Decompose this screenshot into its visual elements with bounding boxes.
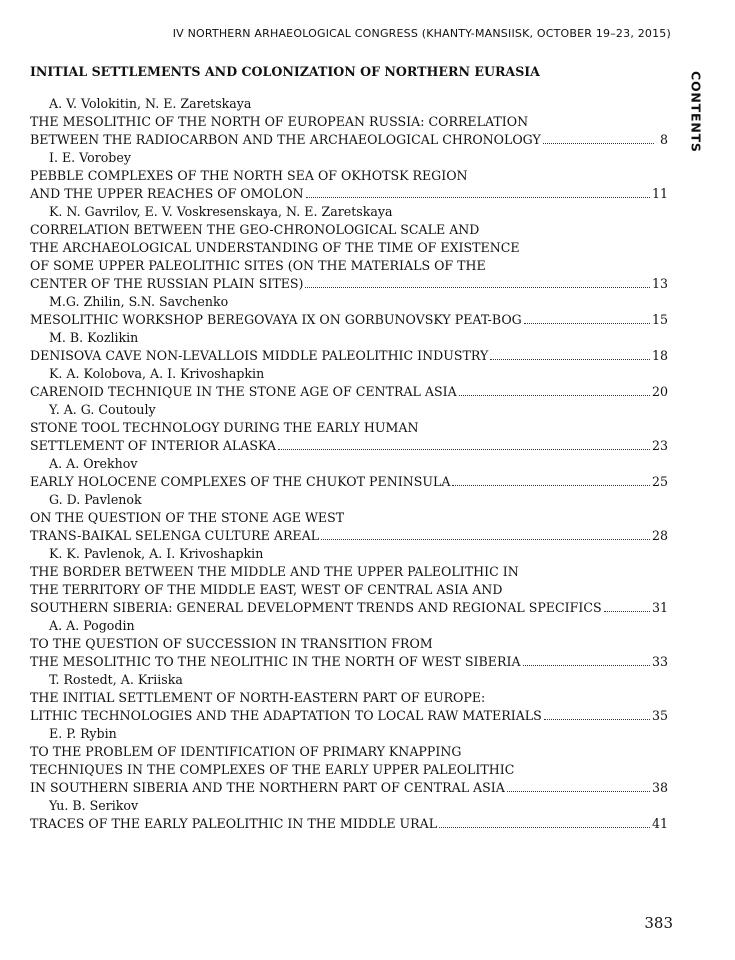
toc-entry-title-line: THE MESOLITHIC OF THE NORTH OF EUROPEAN RUSSIA: CORRELATION — [30, 114, 529, 129]
toc-entry-title-last-line — [30, 275, 668, 293]
toc-entry-title-line: CENTER OF THE RUSSIAN PLAIN SITES) — [30, 276, 304, 291]
toc-entry-authors: K. A. Kolobova, A. I. Krivoshapkin — [49, 366, 265, 381]
toc-entry-authors: K. N. Gavrilov, E. V. Voskresenskaya, N. E. Zaretskaya — [49, 204, 393, 219]
toc-entry-title-last-line — [30, 527, 668, 545]
contents-side-label-text: CONTENTS — [688, 70, 704, 153]
toc-entry-authors: A. A. Pogodin — [49, 618, 135, 633]
toc-entry-title-last-line — [30, 185, 668, 203]
toc-entry[interactable] — [30, 149, 668, 203]
toc-entry-title-last-line — [30, 437, 668, 455]
toc-entry-authors: M.G. Zhilin, S.N. Savchenko — [49, 294, 229, 309]
dot-leader — [524, 323, 650, 324]
dot-leader — [459, 395, 650, 396]
toc-entry-authors: K. K. Pavlenok, A. I. Krivoshapkin — [49, 546, 264, 561]
toc-entry-title-line: SOUTHERN SIBERIA: GENERAL DEVELOPMENT TRENDS AND REGIONAL SPECIFICS — [30, 600, 602, 615]
toc-entry-title-line: EARLY HOLOCENE COMPLEXES OF THE CHUKOT PENINSULA — [30, 474, 451, 489]
toc-entry[interactable] — [30, 365, 668, 401]
toc-entry-page[interactable]: 28 — [651, 528, 668, 543]
toc-entry-title-line: CORRELATION BETWEEN THE GEO-CHRONOLOGICAL SCALE AND — [30, 222, 480, 237]
toc-entry-page[interactable]: 33 — [651, 654, 668, 669]
toc-entry[interactable] — [30, 401, 668, 455]
section-title: INITIAL SETTLEMENTS AND COLONIZATION OF NORTHERN EURASIA — [30, 64, 540, 79]
toc-entry-title-line: MESOLITHIC WORKSHOP BEREGOVAYA IX ON GORBUNOVSKY PEAT-BOG — [30, 312, 522, 327]
toc-entry-page[interactable]: 15 — [651, 312, 668, 327]
toc-entry-page[interactable]: 11 — [651, 186, 668, 201]
toc-entry-title-line: TRACES OF THE EARLY PALEOLITHIC IN THE MIDDLE URAL — [30, 816, 438, 831]
toc-entry-title-last-line — [30, 779, 668, 797]
dot-leader — [305, 287, 650, 288]
toc-entry[interactable] — [30, 797, 668, 833]
contents-side-label — [683, 64, 709, 159]
dot-leader — [523, 665, 650, 666]
toc-entry-authors: G. D. Pavlenok — [49, 492, 142, 507]
toc-entry-title-line: ON THE QUESTION OF THE STONE AGE WEST — [30, 510, 345, 525]
toc-entry-authors: T. Rostedt, A. Kriiska — [49, 672, 183, 687]
toc-entry-title-line: DENISOVA CAVE NON-LEVALLOIS MIDDLE PALEOLITHIC INDUSTRY — [30, 348, 489, 363]
toc-entry-page[interactable]: 31 — [651, 600, 668, 615]
dot-leader — [604, 611, 650, 612]
toc-entry-title-line: THE BORDER BETWEEN THE MIDDLE AND THE UPPER PALEOLITHIC IN — [30, 564, 519, 579]
toc-entry-authors: Y. A. G. Coutouly — [49, 402, 156, 417]
toc-entry-authors: E. P. Rybin — [49, 726, 117, 741]
toc-entry-page[interactable]: 20 — [651, 384, 668, 399]
toc-entries — [30, 95, 668, 833]
toc-entry-page[interactable]: 41 — [651, 816, 668, 831]
toc-entry[interactable] — [30, 455, 668, 491]
toc-entry-authors: Yu. B. Serikov — [49, 798, 139, 813]
toc-entry-title-line: THE ARCHAEOLOGICAL UNDERSTANDING OF THE TIME OF EXISTENCE — [30, 240, 520, 255]
toc-entry-authors: I. E. Vorobey — [49, 150, 131, 165]
toc-entry-title-last-line — [30, 815, 668, 833]
toc — [30, 64, 668, 833]
toc-entry-title-last-line — [30, 131, 668, 149]
toc-entry[interactable] — [30, 491, 668, 545]
toc-entry-title-last-line — [30, 383, 668, 401]
toc-entry-title-last-line — [30, 347, 668, 365]
toc-entry[interactable] — [30, 203, 668, 293]
toc-entry-title-line: BETWEEN THE RADIOCARBON AND THE ARCHAEOLOGICAL CHRONOLOGY — [30, 132, 541, 147]
toc-entry-title-line: THE MESOLITHIC TO THE NEOLITHIC IN THE NORTH OF WEST SIBERIA — [30, 654, 521, 669]
toc-entry-title-last-line — [30, 653, 668, 671]
dot-leader — [439, 827, 650, 828]
toc-entry[interactable] — [30, 329, 668, 365]
toc-entry-page[interactable]: 23 — [651, 438, 668, 453]
toc-entry-title-line: OF SOME UPPER PALEOLITHIC SITES (ON THE MATERIALS OF THE — [30, 258, 486, 273]
dot-leader — [321, 539, 650, 540]
toc-entry-title-line: SETTLEMENT OF INTERIOR ALASKA — [30, 438, 277, 453]
running-header: IV NORTHERN ARHAEOLOGICAL CONGRESS (KHANTY-MANSIISK, OCTOBER 19–23, 2015) — [172, 27, 671, 40]
toc-entry[interactable] — [30, 293, 668, 329]
toc-entry-title-line: TO THE PROBLEM OF IDENTIFICATION OF PRIMARY KNAPPING — [30, 744, 462, 759]
toc-entry-title-last-line — [30, 707, 668, 725]
toc-entry-page[interactable]: 35 — [651, 708, 668, 723]
toc-entry-title-line: TECHNIQUES IN THE COMPLEXES OF THE EARLY UPPER PALEOLITHIC — [30, 762, 515, 777]
toc-entry-page[interactable]: 13 — [651, 276, 668, 291]
toc-entry-title-line: THE INITIAL SETTLEMENT OF NORTH-EASTERN PART OF EUROPE: — [30, 690, 486, 705]
dot-leader — [278, 449, 650, 450]
toc-entry-title-line: STONE TOOL TECHNOLOGY DURING THE EARLY HUMAN — [30, 420, 419, 435]
toc-entry-title-last-line — [30, 311, 668, 329]
dot-leader — [452, 485, 650, 486]
toc-entry-title-line: AND THE UPPER REACHES OF OMOLON — [30, 186, 304, 201]
toc-entry-page[interactable]: 18 — [651, 348, 668, 363]
toc-entry[interactable] — [30, 671, 668, 725]
dot-leader — [490, 359, 650, 360]
page-number: 383 — [644, 914, 673, 932]
toc-entry-title-last-line — [30, 599, 668, 617]
toc-entry[interactable] — [30, 545, 668, 617]
toc-entry-title-line: TO THE QUESTION OF SUCCESSION IN TRANSITION FROM — [30, 636, 433, 651]
dot-leader — [543, 143, 654, 144]
toc-entry-page[interactable]: 38 — [651, 780, 668, 795]
toc-entry-title-line: PEBBLE COMPLEXES OF THE NORTH SEA OF OKHOTSK REGION — [30, 168, 468, 183]
dot-leader — [544, 719, 650, 720]
toc-entry-title-last-line — [30, 473, 668, 491]
toc-entry-title-line: CARENOID TECHNIQUE IN THE STONE AGE OF CENTRAL ASIA — [30, 384, 457, 399]
toc-entry-page[interactable]: 25 — [651, 474, 668, 489]
toc-entry-page[interactable]: 8 — [659, 132, 668, 147]
toc-entry-authors: A. A. Orekhov — [49, 456, 138, 471]
toc-entry-authors: M. B. Kozlikin — [49, 330, 139, 345]
toc-entry[interactable] — [30, 95, 668, 149]
toc-entry[interactable] — [30, 725, 668, 797]
toc-entry-title-line: LITHIC TECHNOLOGIES AND THE ADAPTATION TO LOCAL RAW MATERIALS — [30, 708, 542, 723]
dot-leader — [306, 197, 650, 198]
toc-entry[interactable] — [30, 617, 668, 671]
toc-entry-title-line: TRANS-BAIKAL SELENGA CULTURE AREAL — [30, 528, 320, 543]
toc-entry-authors: A. V. Volokitin, N. E. Zaretskaya — [49, 96, 252, 111]
toc-entry-title-line: IN SOUTHERN SIBERIA AND THE NORTHERN PART OF CENTRAL ASIA — [30, 780, 505, 795]
dot-leader — [507, 791, 650, 792]
toc-entry-title-line: THE TERRITORY OF THE MIDDLE EAST, WEST OF CENTRAL ASIA AND — [30, 582, 503, 597]
